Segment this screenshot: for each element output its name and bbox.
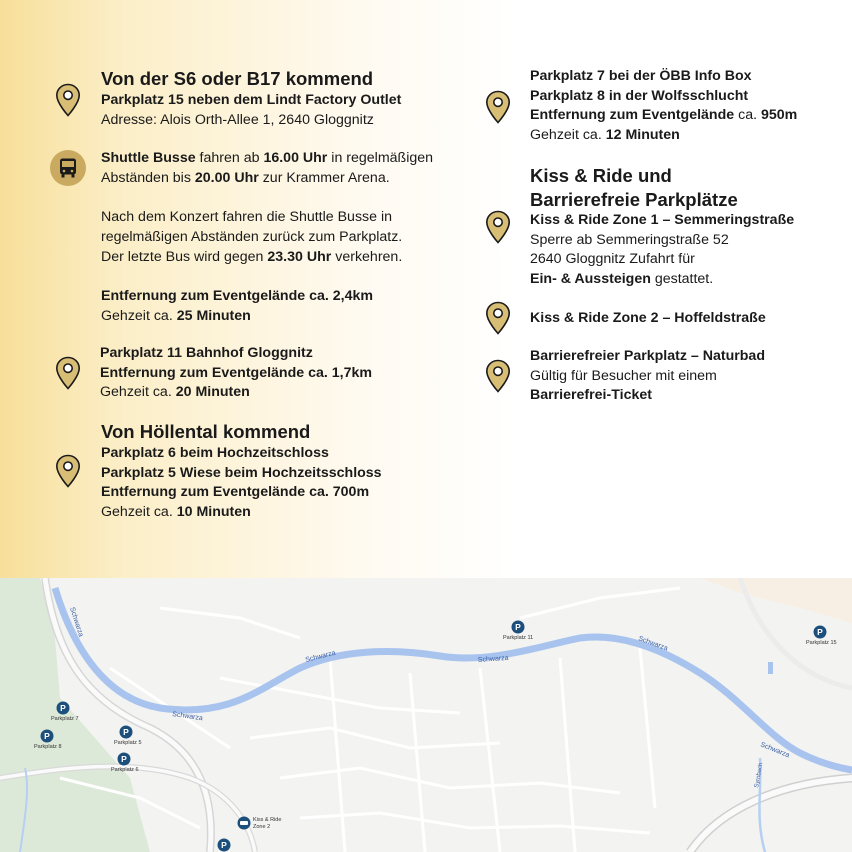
s6-block [101,67,401,130]
river-label: Schwarza [759,741,791,760]
creek-label: Syrnbach [754,762,765,789]
shuttle-text-2: in regelmäßigen [327,150,434,166]
parking-marker-p11[interactable] [503,621,533,642]
parking-symbol: P [515,622,521,632]
river-label: Schwarza [304,649,337,664]
hoellental-heading: Von Höllental kommend [101,421,311,442]
kiss-zone2-block [530,309,766,329]
barrierefrei-block [530,347,765,406]
shuttle-distance-value: ca. 2,4km [305,287,374,304]
shuttle-walk-label: Gehzeit ca. [101,307,177,324]
kiss-zone1-title: Kiss & Ride Zone 1 – Semmeringstraße [530,212,795,228]
location-pin-icon [485,210,511,244]
barrierefrei-line-1: Gültig für Besucher mit einem [530,367,717,384]
parking-marker-p8[interactable] [34,730,62,751]
kiss-zone1-line-1: Sperre ab Semmeringstraße 52 [530,231,729,248]
parking-label-p8: Parkplatz 8 [34,744,62,750]
shuttle-return-1: Nach dem Konzert fahren die Shuttle Busse in [101,209,393,226]
p11-block [100,344,372,403]
p78-walk-label: Gehzeit ca. [530,127,606,144]
barrierefrei-title: Barrierefreier Parkplatz – Naturbad [530,348,765,364]
parking-symbol: P [221,840,227,850]
parking-marker-bottom[interactable] [218,839,231,852]
kiss-ride-heading-1: Kiss & Ride und [530,165,672,186]
shuttle-last-text: Der letzte Bus wird gegen [101,248,268,265]
hoellental-distance-value: ca. 700m [305,484,370,501]
kiss-zone1-block [530,211,794,290]
hoellental-lot-1: Parkplatz 6 beim Hochzeitschloss [101,445,329,461]
bus-glyph-icon [56,156,80,180]
kiss-zone1-line-3: gestattet. [650,271,714,288]
shuttle-block [101,149,433,326]
shuttle-walk-value: 25 Minuten [176,307,251,324]
shuttle-last-time: 23.30 Uhr [267,248,332,265]
parking-symbol: P [44,731,50,741]
s6-lot: Parkplatz 15 neben dem Lindt Factory Outlet [101,92,402,108]
location-pin-icon [55,454,81,488]
river-label: Schwarza [637,635,669,653]
p78-lot-2: Parkplatz 8 in der Wolfsschlucht [530,87,749,104]
shuttle-text-1: fahren ab [195,150,264,166]
shuttle-return-2: regelmäßigen Abständen zurück zum Parkplatz. [101,228,403,245]
parking-symbol: P [121,754,127,764]
parking-label-p15: Parkplatz 15 [806,640,837,646]
river-label: Schwarza [171,711,204,723]
bus-icon [50,150,86,186]
p11-distance-label: Entfernung zum Eventgelände [100,364,305,381]
parking-marker-p6[interactable] [111,753,139,774]
shuttle-bus-label: Shuttle Busse [101,150,196,166]
hoellental-walk-label: Gehzeit ca. [101,504,177,521]
car-glyph-icon [240,821,248,825]
location-pin-icon [485,359,511,393]
parking-markers [0,578,852,852]
p11-walk-label: Gehzeit ca. [100,384,176,401]
location-pin-icon [55,83,81,117]
p78-walk-value: 12 Minuten [605,127,680,144]
p78-distance-label: Entfernung zum Eventgelände [530,107,735,124]
parking-marker-p7[interactable] [51,702,79,723]
s6-address: Adresse: Alois Orth-Allee 1, 2640 Gloggnitz [101,111,374,128]
p11-distance-value: ca. 1,7km [304,364,373,381]
parking-label-p6: Parkplatz 6 [111,767,139,773]
p78-lot-1: Parkplatz 7 bei der ÖBB Info Box [530,68,752,84]
shuttle-start-time: 16.00 Uhr [263,150,328,166]
hoellental-lot-2: Parkplatz 5 Wiese beim Hochzeitsschloss [101,464,382,481]
kiss-zone2-title: Kiss & Ride Zone 2 – Hoffeldstraße [530,310,766,326]
p78-distance-value: 950m [760,107,798,124]
shuttle-last-text-2: verkehren. [331,248,403,265]
hoellental-block [101,420,382,523]
kiss-ride-label-zone: Zone 2 [253,824,271,830]
hoellental-distance-label: Entfernung zum Eventgelände [101,484,306,501]
parking-marker-p15[interactable] [806,626,837,647]
kiss-ride-heading-2: Barrierefreie Parkplätze [530,189,738,210]
parking-label-p7: Parkplatz 7 [51,716,79,722]
s6-heading: Von der S6 oder B17 kommend [101,68,374,89]
hoellental-walk-value: 10 Minuten [176,504,251,521]
parking-symbol: P [123,727,129,737]
river-label: Schwarza [68,606,85,638]
kiss-zone1-line-2: 2640 Gloggnitz Zufahrt für [530,251,695,268]
kiss-ride-marker-zone2[interactable] [238,817,282,831]
p78-distance-text: ca. [734,107,761,124]
p11-lot: Parkplatz 11 Bahnhof Gloggnitz [100,345,313,361]
p11-walk-value: 20 Minuten [175,384,250,401]
parking-symbol: P [817,627,823,637]
parking-marker-p5[interactable] [114,726,142,747]
river-label: Schwarza [477,654,509,664]
p78-block [530,67,797,146]
kiss-ride-heading-block [530,164,738,212]
parking-label-p11: Parkplatz 11 [503,635,534,641]
kiss-ride-label: Kiss & Ride [253,817,282,823]
location-pin-icon [485,90,511,124]
parking-symbol: P [60,703,66,713]
barrierefrei-ticket: Barrierefrei-Ticket [530,387,652,404]
kiss-zone1-bold: Ein- & Aussteigen [530,271,651,288]
shuttle-end-time: 20.00 Uhr [194,169,259,186]
location-pin-icon [55,356,81,390]
location-pin-icon [485,301,511,335]
parking-map[interactable] [0,578,852,852]
shuttle-text-4: zur Krammer Arena. [258,169,390,186]
shuttle-distance-label: Entfernung zum Eventgelände [101,287,306,304]
parking-label-p5: Parkplatz 5 [114,740,142,746]
shuttle-text-3: Abständen bis [101,169,195,186]
